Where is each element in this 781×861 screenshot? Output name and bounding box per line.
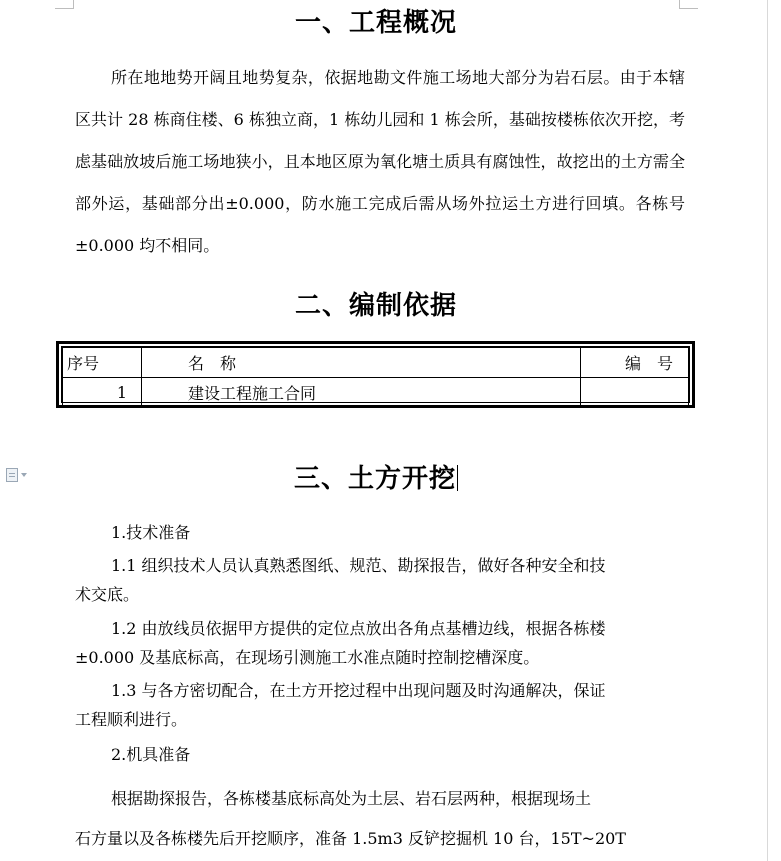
item-1-3-line-1: 1.3 与各方密切配合，在土方开挖过程中出现问题及时沟通解决，保证: [111, 681, 606, 700]
item-1-1-line-1: 1.1 组织技术人员认真熟悉图纸、规范、勘探报告，做好各种安全和技: [111, 556, 606, 575]
basis-table: [56, 341, 695, 408]
table-row: [63, 378, 689, 408]
subheading-tech-prep: 1.技术准备: [111, 523, 191, 542]
equipment-line-1: 根据勘探报告，各栋楼基底标高处为土层、岩石层两种，根据现场土: [111, 789, 592, 808]
table-header-row: [63, 348, 689, 378]
section-3-title: 三、土方开挖: [293, 464, 456, 494]
item-1-2-line-2: ±0.000 及基底标高，在现场引测施工水准点随时控制挖槽深度。: [75, 648, 540, 667]
header-code: 编 号: [581, 348, 689, 378]
equipment-line-2: 石方量以及各栋楼先后开挖顺序，准备 1.5m3 反铲挖掘机 10 台，15T~20T: [75, 829, 626, 848]
text-cursor: [457, 465, 458, 491]
section-3-title-wrap: [0, 458, 752, 495]
cell-name: 建设工程施工合同: [142, 378, 581, 408]
item-1-2-line-1: 1.2 由放线员依据甲方提供的定位点放出各角点基槽边线，根据各栋楼: [111, 619, 606, 638]
section-1-paragraph: 所在地地势开阔且地势复杂，依据地勘文件施工场地大部分为岩石层。由于本辖区共计 28 栋商住楼、6 栋独立商，1 栋幼儿园和 1 栋会所，基础按楼栋依次开挖，考虑基础放坡后施工场地狭小，且本地区原为氧化塘土质具有腐蚀性，故挖出的土方需全部外运，基础部分出±0.000，防水施工完成后需从场外拉运土方进行回填。各栋号±0.000 均不相同。: [75, 68, 685, 255]
item-1-3-line-2: 工程顺利进行。: [75, 710, 188, 729]
page-edge: [767, 0, 768, 861]
item-1-1-line-2: 术交底。: [75, 585, 140, 604]
cell-index: 1: [63, 378, 142, 408]
section-2-title: 二、编制依据: [294, 291, 457, 321]
subheading-equipment-prep: 2.机具准备: [111, 745, 191, 764]
section-1-title: 一、工程概况: [294, 8, 457, 38]
header-name: 名 称: [142, 348, 581, 378]
header-index: 序号: [63, 348, 142, 378]
cell-code: [581, 378, 689, 408]
